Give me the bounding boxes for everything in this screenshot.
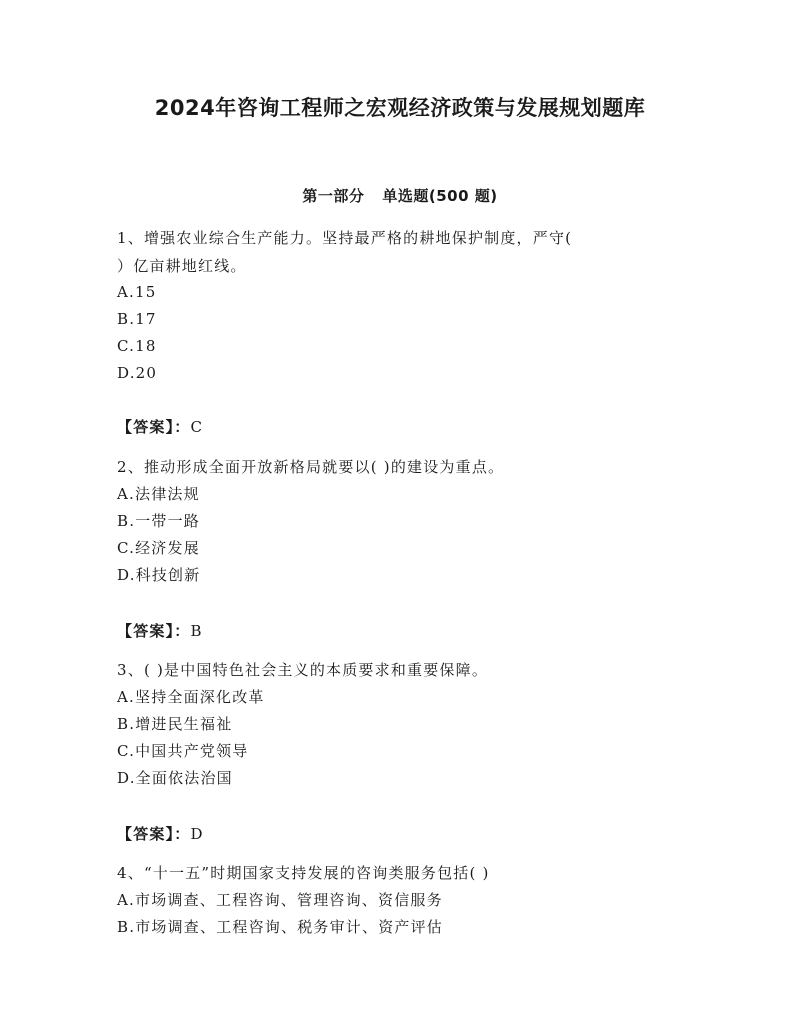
- question-3-stem-line-1: 3、( )是中国特色社会主义的本质要求和重要保障。: [117, 661, 489, 679]
- question-1-option-b: B.17: [117, 310, 157, 328]
- question-4-option-a: A.市场调查、工程咨询、管理咨询、资信服务: [117, 891, 443, 909]
- section-title: [0, 185, 800, 206]
- question-2-option-b: B.一带一路: [117, 512, 200, 530]
- question-2-answer: [117, 621, 203, 641]
- answer-value: C: [190, 418, 204, 436]
- question-2-option-c: C.经济发展: [117, 539, 200, 557]
- question-1-option-a: A.15: [117, 283, 157, 301]
- question-1-option-d: D.20: [117, 364, 158, 382]
- question-3-option-b: B.增进民生福祉: [117, 715, 233, 733]
- question-1-stem-line-2: ）亿亩耕地红线。: [117, 257, 247, 275]
- question-3-option-c: C.中国共产党领导: [117, 742, 249, 760]
- question-2-option-a: A.法律法规: [117, 485, 200, 503]
- answer-value: D: [190, 825, 204, 843]
- question-4-stem-line-1: 4、“十一五”时期国家支持发展的咨询类服务包括( ): [117, 864, 490, 882]
- answer-label: 【答案】：: [117, 622, 191, 640]
- document-title: 2024年咨询工程师之宏观经济政策与发展规划题库: [154, 96, 646, 120]
- answer-value: B: [190, 622, 203, 640]
- question-1-option-c: C.18: [117, 337, 157, 355]
- answer-label: 【答案】：: [117, 825, 191, 843]
- section-type-label: 单选题(500 题): [382, 187, 498, 205]
- question-2-option-d: D.科技创新: [117, 566, 201, 584]
- question-3-option-a: A.坚持全面深化改革: [117, 688, 265, 706]
- question-4-option-b: B.市场调查、工程咨询、税务审计、资产评估: [117, 918, 443, 936]
- answer-label: 【答案】：: [117, 418, 191, 436]
- section-part-label: 第一部分: [302, 187, 365, 205]
- question-3-answer: [117, 824, 204, 844]
- question-1-stem-line-1: 1、增强农业综合生产能力。坚持最严格的耕地保护制度，严守(: [117, 229, 573, 247]
- question-2-stem-line-1: 2、推动形成全面开放新格局就要以( )的建设为重点。: [117, 458, 505, 476]
- question-1-answer: [117, 417, 203, 437]
- question-3-option-d: D.全面依法治国: [117, 769, 233, 787]
